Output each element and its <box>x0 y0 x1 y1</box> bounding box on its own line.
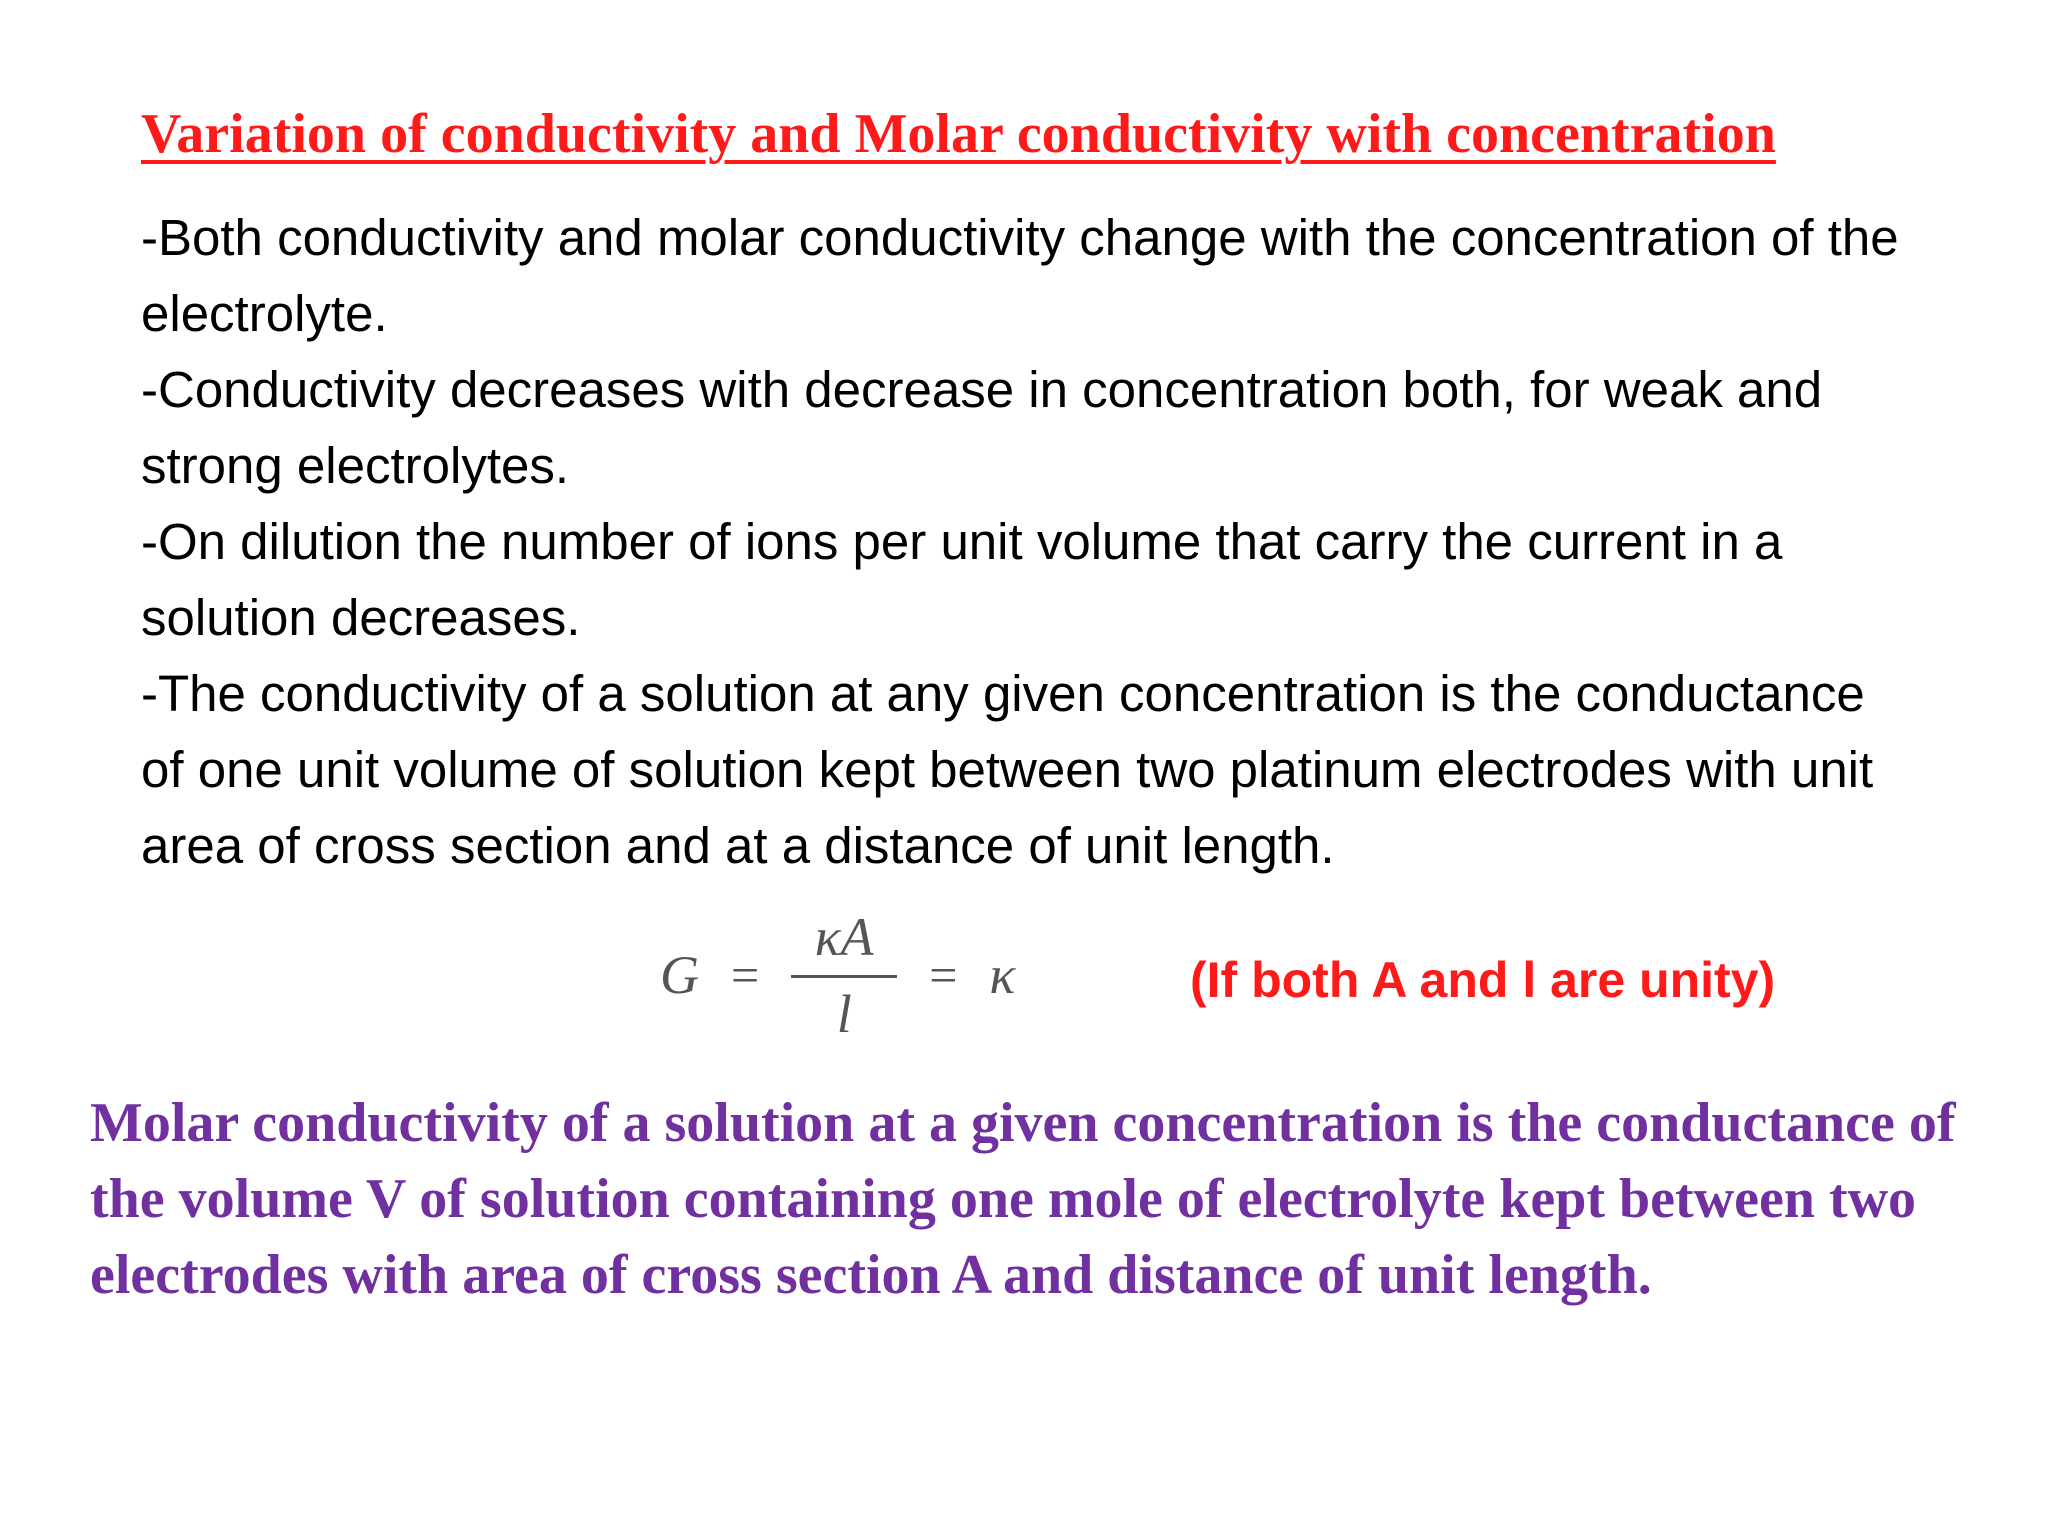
bullet-list <box>141 200 1901 884</box>
slide-title: Variation of conductivity and Molar conductivity with concentration <box>141 103 1776 165</box>
bullet-point-1: -Both conductivity and molar conductivity change with the concentration of the electrolyte. <box>141 209 1899 342</box>
molar-conductivity-definition: Molar conductivity of a solution at a given concentration is the conductance of the volume V of solution containing one mole of electrolyte kept between two electrodes with area of cross section A and distance of unit length. <box>90 1092 1956 1306</box>
formula-numerator: κA <box>814 906 874 967</box>
formula-fraction <box>791 907 897 1044</box>
formula-equals-2: = <box>929 947 958 1003</box>
fraction-bar <box>791 975 897 978</box>
formula-equals-1: = <box>731 947 760 1003</box>
bullet-point-4: -The conductivity of a solution at any given concentration is the conductance of one unit volume of solution kept between two platinum electrodes with unit area of cross section and at a distance of unit length. <box>141 665 1874 874</box>
formula-denominator: l <box>836 983 852 1044</box>
conductance-formula <box>660 905 1015 1045</box>
bullet-point-2: -Conductivity decreases with decrease in concentration both, for weak and strong electrolytes. <box>141 361 1823 494</box>
formula-lhs: G <box>660 945 699 1005</box>
unity-note: (If both A and l are unity) <box>1190 952 1776 1008</box>
formula-rhs: κ <box>989 945 1016 1005</box>
bullet-point-3: -On dilution the number of ions per unit volume that carry the current in a solution decreases. <box>141 513 1783 646</box>
